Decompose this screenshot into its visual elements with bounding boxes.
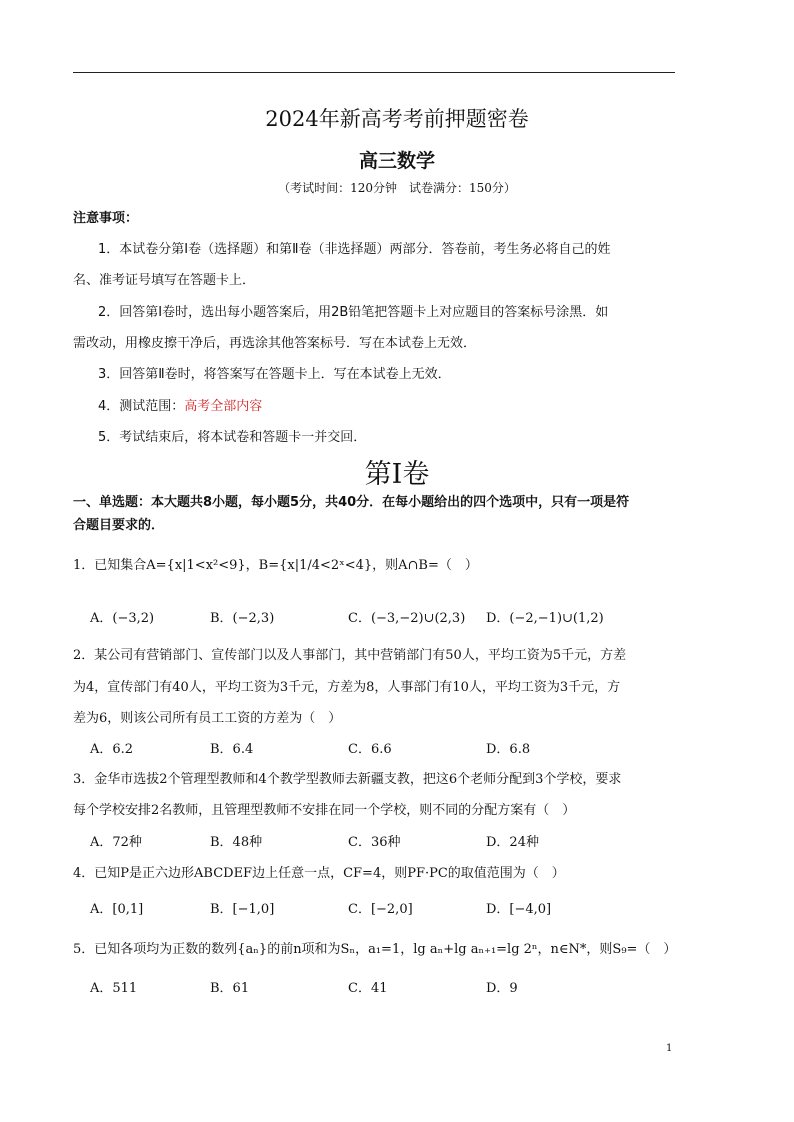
part-title: 第Ⅰ卷 <box>364 459 430 490</box>
option-a: A．[0,1] <box>90 902 144 917</box>
option-d: D．9 <box>486 981 518 996</box>
notice-scope-label: 4．测试范围： <box>98 399 185 414</box>
notice-item: 5．考试结束后，将本试卷和答题卡一并交回． <box>98 430 367 445</box>
notice-heading: 注意事项： <box>73 211 139 226</box>
question-stem: 5．已知各项均为正数的数列{aₙ}的前n项和为Sₙ，a₁=1，lg aₙ+lg aₙ₊₁=lg 2ⁿ，n∈N*，则S₉=（ ） <box>73 942 677 957</box>
option-c: C．[−2,0] <box>348 902 413 917</box>
notice-item: 3．回答第Ⅱ卷时，将答案写在答题卡上．写在本试卷上无效． <box>98 367 451 382</box>
question-stem: 为4，宣传部门有40人，平均工资为3千元，方差为8，人事部门有10人，平均工资为3千元，方 <box>73 680 621 695</box>
notice-item: 名、准考证号填写在答题卡上． <box>73 273 256 288</box>
option-b: B．61 <box>210 981 250 996</box>
question-stem: 每个学校安排2名教师，且管理型教师不安排在同一个学校，则不同的分配方案有（ ） <box>73 803 576 818</box>
exam-title: 2024年新高考考前押题密卷 <box>265 107 529 131</box>
option-a: A．(−3,2) <box>90 611 155 626</box>
option-c: C．(−3,−2)∪(2,3) <box>348 611 466 626</box>
option-c: C．6.6 <box>348 742 392 757</box>
notice-item-scope <box>98 395 262 414</box>
notice-item: 1．本试卷分第Ⅰ卷（选择题）和第Ⅱ卷（非选择题）两部分．答卷前，考生务必将自己的姓 <box>98 242 611 257</box>
question-stem: 2．某公司有营销部门、宣传部门以及人事部门，其中营销部门有50人，平均工资为5千元，方差 <box>73 648 627 663</box>
header-rule <box>73 72 675 73</box>
option-b: B．[−1,0] <box>210 902 275 917</box>
page-number: 1 <box>666 1043 673 1054</box>
option-c: C．36种 <box>348 835 401 850</box>
notice-item: 需改动，用橡皮擦干净后，再选涂其他答案标号．写在本试卷上无效． <box>73 336 477 351</box>
option-d: D．[−4,0] <box>486 902 552 917</box>
option-d: D．24种 <box>486 835 539 850</box>
section-heading: 一、单选题：本大题共8小题，每小题5分，共40分．在每小题给出的四个选项中，只有一项是符 <box>73 495 630 510</box>
option-b: B．(−2,3) <box>210 611 275 626</box>
notice-scope-highlight: 高考全部内容 <box>184 399 263 414</box>
question-stem: 3．金华市选拔2个管理型教师和4个教学型教师去新疆支教，把这6个老师分配到3个学校，要求 <box>73 772 622 787</box>
notice-item: 2．回答第Ⅰ卷时，选出每小题答案后，用2B铅笔把答题卡上对应题目的答案标号涂黑．如 <box>98 305 609 320</box>
option-d: D．6.8 <box>486 742 531 757</box>
option-a: A．511 <box>90 981 138 996</box>
section-heading: 合题目要求的． <box>73 518 165 533</box>
question-stem: 差为6，则该公司所有员工工资的方差为（ ） <box>73 711 342 726</box>
option-a: A．72种 <box>90 835 142 850</box>
option-b: B．6.4 <box>210 742 254 757</box>
exam-info: （考试时间：120分钟 试卷满分：150分） <box>278 181 516 195</box>
option-b: B．48种 <box>210 835 263 850</box>
option-a: A．6.2 <box>90 742 134 757</box>
question-stem: 4．已知P是正六边形ABCDEF边上任意一点，CF=4，则PF·PC的取值范围为（ ） <box>73 866 565 881</box>
exam-subtitle: 高三数学 <box>358 150 435 172</box>
question-stem: 1．已知集合A={x|1<x²<9}，B={x|1/4<2ˣ<4}，则A∩B=（ ） <box>73 558 478 573</box>
option-d: D．(−2,−1)∪(1,2) <box>486 611 604 626</box>
option-c: C．41 <box>348 981 388 996</box>
